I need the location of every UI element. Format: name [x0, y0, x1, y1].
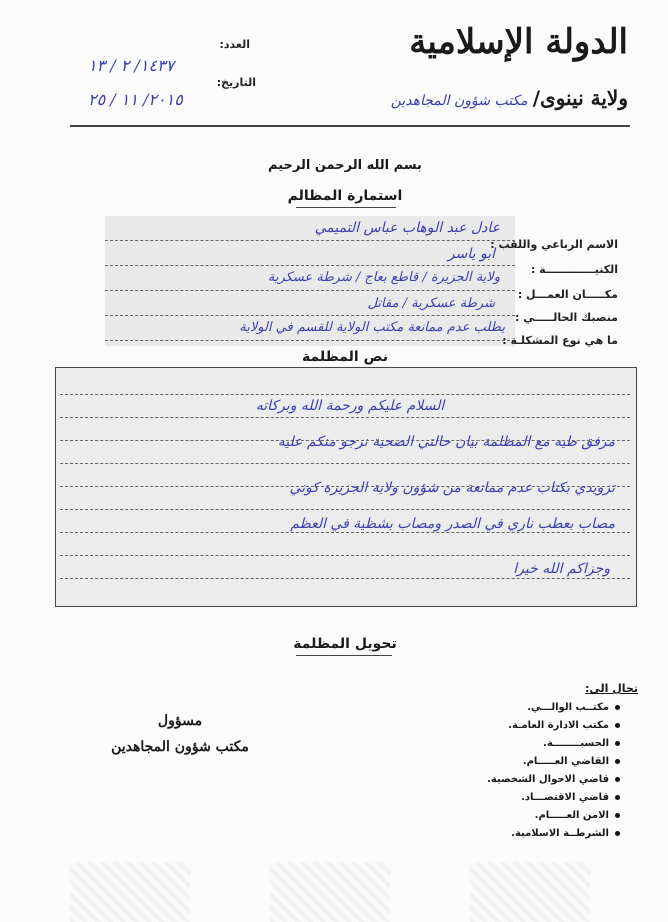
transfer-item: القاضي العـــــام.: [470, 756, 620, 769]
transfer-title-underline: [296, 655, 392, 656]
form-title-underline: [296, 207, 396, 208]
field-line-work: [105, 290, 515, 291]
complaint-text-line: وجزاكم الله خيرا: [513, 561, 610, 577]
transfer-item: الامن العـــــام.: [470, 810, 620, 823]
bullet-icon: [615, 723, 620, 728]
complaint-line: [60, 578, 630, 579]
signature-office: مكتب شؤون المجاهدين: [111, 739, 249, 755]
watermark-pattern: [70, 862, 190, 922]
transfer-item: مكتــب الوالـــي.: [470, 702, 620, 715]
complaint-title: نص المظلمة: [302, 349, 388, 365]
name-label: الاسم الرباعي واللقب :: [490, 238, 618, 251]
watermark-pattern: [470, 862, 590, 922]
bullet-icon: [615, 813, 620, 818]
transfer-item: قاضي الاقتصـــاد.: [470, 792, 620, 805]
complaint-text-line: السلام عليكم ورحمة الله وبركاته: [255, 398, 445, 414]
position-value: شرطة عسكرية / مقاتل: [367, 296, 495, 311]
number-label: العدد:: [219, 38, 250, 51]
field-line-kunya: [105, 265, 515, 266]
bullet-icon: [615, 741, 620, 746]
date-label: التاريخ:: [216, 76, 256, 89]
bullet-icon: [615, 705, 620, 710]
field-line-name: [105, 240, 515, 241]
signature-title: مسؤول: [157, 713, 203, 729]
bullet-icon: [615, 759, 620, 764]
name-value: عادل عبد الوهاب عباس التميمي: [314, 220, 500, 236]
transfer-to-label: تحال الى:: [585, 682, 638, 695]
transfer-item: الحسبــــــــة.: [470, 738, 620, 751]
field-line-position: [105, 315, 515, 316]
wilaya-handwritten: مكتب شؤون المجاهدين: [390, 93, 528, 109]
date-value: ٢٠١٥/ ١١ / ٢٥: [88, 90, 183, 109]
bullet-icon: [615, 777, 620, 782]
bullet-icon: [615, 795, 620, 800]
header-divider: [70, 125, 630, 127]
complaint-text-line: تزويدي بكتاب عدم ممانعة من شؤون ولاية الجزيرة كوني: [289, 480, 615, 496]
transfer-title: تحويل المظلمة: [293, 636, 397, 652]
basmala: بسم الله الرحمن الرحيم: [268, 158, 422, 173]
complaint-line: [60, 509, 630, 510]
work-value: ولاية الجزيرة / قاطع بعاج / شرطة عسكرية: [267, 270, 500, 285]
kunya-value: ابو ياسر: [447, 246, 495, 262]
transfer-item: الشرطــة الاسلامية.: [470, 828, 620, 841]
complaint-line: [60, 532, 630, 533]
complaint-text-line: مصاب بعطب ناري في الصدر ومصاب بشظية في العظم: [290, 516, 615, 532]
wilaya-printed: ولاية نينوى/: [532, 86, 628, 110]
form-title: استمارة المظالم: [287, 188, 403, 204]
position-label: منصبك الحالـــــي :: [515, 311, 618, 324]
transfer-item: مكتب الادارة العامـة.: [470, 720, 620, 733]
complaint-line: [60, 463, 630, 464]
complaint-line: [60, 394, 630, 395]
wilaya-line: [328, 86, 628, 112]
watermark-pattern: [270, 862, 390, 922]
work-label: مكـــــان العمـــل :: [517, 288, 618, 301]
complaint-text-line: مرفق طيه مع المظلمة بيان حالتي الصحية نرجو منكم عليه: [277, 434, 615, 450]
kunya-label: الكنيـــــــــــــة :: [530, 263, 618, 276]
complaint-line: [60, 417, 630, 418]
transfer-item: قاضي الاحوال الشخصية.: [470, 774, 620, 787]
problem-value: يطلب عدم ممانعة مكتب الولاية للقسم في الولاية: [239, 320, 505, 335]
field-line-problem: [105, 340, 515, 341]
complaint-line: [60, 555, 630, 556]
number-value: ١٤٣٧/ ٢ / ١٣: [88, 56, 175, 75]
bullet-icon: [615, 831, 620, 836]
logo-title: الدولة الإسلامية: [409, 22, 628, 62]
problem-label: ما هي نوع المشكلـة :: [502, 334, 618, 347]
